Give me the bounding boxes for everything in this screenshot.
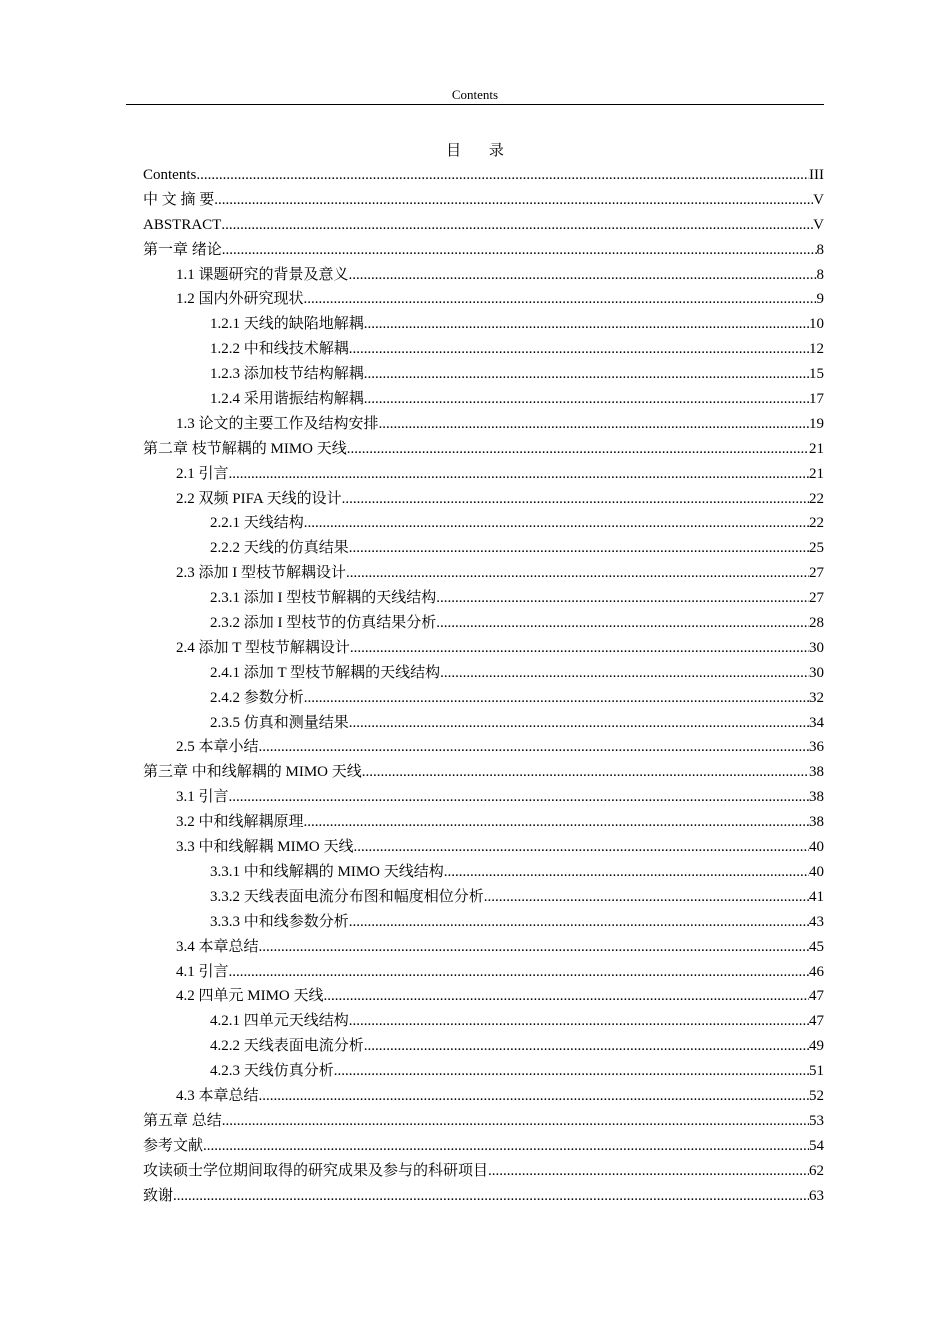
toc-entry-title: 3.2 中和线解耦原理 xyxy=(176,814,304,831)
toc-entry[interactable] xyxy=(143,287,824,312)
dot-leader xyxy=(304,686,809,711)
toc-entry-page-number: III xyxy=(809,167,824,183)
toc-entry-page-number: 47 xyxy=(809,1013,824,1030)
dot-leader xyxy=(364,387,809,412)
toc-entry-page-number: 34 xyxy=(809,714,824,731)
toc-entry-page-number: 19 xyxy=(809,415,824,432)
toc-entry-title: 2.1 引言 xyxy=(176,465,229,482)
dot-leader xyxy=(334,1059,809,1084)
toc-entry-page-number: 27 xyxy=(809,565,824,582)
toc-entry-title: 1.2.4 采用谐振结构解耦 xyxy=(210,391,364,408)
dot-leader xyxy=(444,860,809,885)
toc-entry-page-number: 40 xyxy=(809,839,824,856)
toc-entry-title: 2.4.1 添加 T 型枝节解耦的天线结构 xyxy=(210,664,441,681)
toc-entry-title: 1.2.3 添加枝节结构解耦 xyxy=(210,366,364,383)
toc-entry-page-number: 51 xyxy=(809,1063,824,1080)
toc-entry-page-number: 41 xyxy=(809,888,824,905)
toc-entry[interactable] xyxy=(143,1134,824,1159)
toc-entry-page-number: V xyxy=(813,191,824,208)
dot-leader xyxy=(196,163,809,188)
dot-leader xyxy=(324,984,809,1009)
toc-entry-title: 3.3.2 天线表面电流分布图和幅度相位分析 xyxy=(210,888,484,905)
toc-entry-title: 2.3 添加 I 型枝节解耦设计 xyxy=(176,565,346,582)
toc-entry-title: 1.2.1 天线的缺陷地解耦 xyxy=(210,316,364,333)
toc-entry-page-number: 43 xyxy=(809,913,824,930)
toc-entry-title: 2.5 本章小结 xyxy=(176,739,259,756)
toc-entry-page-number: 30 xyxy=(809,639,824,656)
toc-entry-page-number: 21 xyxy=(809,465,824,482)
dot-leader xyxy=(379,412,809,437)
toc-entry-page-number: 22 xyxy=(809,490,824,507)
toc-entry-title: 2.2.1 天线结构 xyxy=(210,515,304,532)
dot-leader xyxy=(229,462,809,487)
toc-entry[interactable] xyxy=(143,238,824,263)
toc-entry[interactable] xyxy=(143,536,824,561)
dot-leader xyxy=(349,910,809,935)
dot-leader xyxy=(214,188,813,213)
dot-leader xyxy=(304,287,817,312)
toc-entry-page-number: 54 xyxy=(809,1137,824,1154)
toc-entry[interactable] xyxy=(143,661,824,686)
toc-entry-page-number: 63 xyxy=(809,1187,824,1204)
dot-leader xyxy=(304,810,809,835)
toc-entry-title: 3.1 引言 xyxy=(176,789,229,806)
toc-entry-page-number: 10 xyxy=(809,316,824,333)
header-rule xyxy=(126,104,824,105)
toc-entry[interactable] xyxy=(143,1109,824,1134)
dot-leader xyxy=(440,661,809,686)
toc-entry[interactable] xyxy=(143,487,824,512)
toc-entry[interactable] xyxy=(143,735,824,760)
dot-leader xyxy=(349,1009,809,1034)
toc-entry-title: 第五章 总结 xyxy=(143,1112,222,1129)
toc-entry[interactable] xyxy=(143,1159,824,1184)
dot-leader xyxy=(436,611,809,636)
toc-entry[interactable] xyxy=(143,312,824,337)
toc-entry-title: 3.3.1 中和线解耦的 MIMO 天线结构 xyxy=(210,863,444,880)
toc-entry-title: 攻读硕士学位期间取得的研究成果及参与的科研项目 xyxy=(143,1162,489,1179)
toc-entry-title: 4.2.3 天线仿真分析 xyxy=(210,1063,334,1080)
toc-entry-title: 第一章 绪论 xyxy=(143,241,222,258)
toc-entry-page-number: 38 xyxy=(809,814,824,831)
dot-leader xyxy=(222,1109,809,1134)
toc-entry[interactable] xyxy=(143,387,824,412)
dot-leader xyxy=(349,263,817,288)
toc-entry-page-number: 40 xyxy=(809,863,824,880)
toc-entry-page-number: 49 xyxy=(809,1038,824,1055)
dot-leader xyxy=(364,362,809,387)
toc-entry-page-number: 53 xyxy=(809,1112,824,1129)
toc-entry[interactable] xyxy=(143,586,824,611)
toc-entry-page-number: 27 xyxy=(809,590,824,607)
dot-leader xyxy=(259,1084,809,1109)
toc-title: 目 录 xyxy=(446,143,516,159)
toc-entry[interactable] xyxy=(143,437,824,462)
dot-leader xyxy=(362,760,809,785)
toc-entry[interactable] xyxy=(143,362,824,387)
dot-leader xyxy=(259,935,809,960)
dot-leader xyxy=(229,785,809,810)
toc-entry[interactable] xyxy=(143,1009,824,1034)
toc-entry-page-number: 38 xyxy=(809,789,824,806)
dot-leader xyxy=(364,1034,809,1059)
toc-entry-page-number: 28 xyxy=(809,615,824,632)
toc-entry-title: ABSTRACT xyxy=(143,216,222,233)
toc-entry-title: 2.3.5 仿真和测量结果 xyxy=(210,714,349,731)
toc-entry-title: Contents xyxy=(143,167,197,183)
toc-entry-title: 4.1 引言 xyxy=(176,963,229,980)
toc-entry-page-number: 21 xyxy=(809,440,824,457)
dot-leader xyxy=(304,511,809,536)
dot-leader xyxy=(349,711,809,736)
toc-entry-title: 3.4 本章总结 xyxy=(176,938,259,955)
dot-leader xyxy=(173,1184,809,1209)
toc-entry[interactable] xyxy=(143,984,824,1009)
dot-leader xyxy=(436,586,809,611)
toc-entry[interactable] xyxy=(143,960,824,985)
toc-entry-title: 1.1 课题研究的背景及意义 xyxy=(176,266,349,283)
toc-entry-page-number: 32 xyxy=(809,689,824,706)
toc-entry[interactable] xyxy=(143,213,824,238)
toc-entry-page-number: 12 xyxy=(809,341,824,358)
toc-entry-page-number: 52 xyxy=(809,1087,824,1104)
toc-entry[interactable] xyxy=(143,636,824,661)
toc-entry-title: 4.2.1 四单元天线结构 xyxy=(210,1013,349,1030)
dot-leader xyxy=(222,238,817,263)
toc-entry-title: 2.3.2 添加 I 型枝节的仿真结果分析 xyxy=(210,615,437,632)
toc-entry[interactable] xyxy=(143,1034,824,1059)
toc-entry[interactable] xyxy=(143,686,824,711)
toc-entry[interactable] xyxy=(143,263,824,288)
toc-entry[interactable] xyxy=(143,1059,824,1084)
running-header: Contents xyxy=(451,87,499,102)
toc-entry-title: 4.2 四单元 MIMO 天线 xyxy=(176,988,324,1005)
table-of-contents xyxy=(143,163,824,1208)
toc-entry[interactable] xyxy=(143,337,824,362)
dot-leader xyxy=(342,487,809,512)
toc-entry[interactable] xyxy=(143,711,824,736)
toc-entry[interactable] xyxy=(143,835,824,860)
toc-entry-title: 3.3.3 中和线参数分析 xyxy=(210,913,349,930)
toc-entry-title: 中 文 摘 要 xyxy=(143,191,215,208)
toc-entry-title: 4.3 本章总结 xyxy=(176,1087,259,1104)
dot-leader xyxy=(350,636,809,661)
dot-leader xyxy=(354,835,809,860)
toc-entry-title: 1.2 国内外研究现状 xyxy=(176,291,304,308)
toc-entry-page-number: 62 xyxy=(809,1162,824,1179)
dot-leader xyxy=(346,561,809,586)
dot-leader xyxy=(229,960,809,985)
toc-entry-title: 4.2.2 天线表面电流分析 xyxy=(210,1038,364,1055)
toc-entry-title: 第三章 中和线解耦的 MIMO 天线 xyxy=(143,764,362,781)
dot-leader xyxy=(203,1134,809,1159)
toc-entry-page-number: 25 xyxy=(809,540,824,557)
toc-entry[interactable] xyxy=(143,462,824,487)
toc-entry-page-number: V xyxy=(813,216,824,233)
toc-entry[interactable] xyxy=(143,910,824,935)
toc-entry-page-number: 46 xyxy=(809,963,824,980)
dot-leader xyxy=(488,1159,809,1184)
toc-entry-page-number: 38 xyxy=(809,764,824,781)
toc-entry[interactable] xyxy=(143,885,824,910)
toc-entry[interactable] xyxy=(143,935,824,960)
toc-entry-title: 2.3.1 添加 I 型枝节解耦的天线结构 xyxy=(210,590,437,607)
dot-leader xyxy=(221,213,813,238)
toc-entry-page-number: 8 xyxy=(816,266,824,283)
toc-entry-title: 2.4.2 参数分析 xyxy=(210,689,304,706)
toc-entry[interactable] xyxy=(143,785,824,810)
toc-entry-title: 2.2 双频 PIFA 天线的设计 xyxy=(176,490,342,507)
toc-entry-page-number: 22 xyxy=(809,515,824,532)
toc-entry-page-number: 36 xyxy=(809,739,824,756)
toc-entry-page-number: 8 xyxy=(816,241,824,258)
toc-entry-title: 致谢 xyxy=(143,1187,174,1204)
dot-leader xyxy=(484,885,809,910)
toc-entry[interactable] xyxy=(143,412,824,437)
toc-entry[interactable] xyxy=(143,561,824,586)
toc-entry-page-number: 45 xyxy=(809,938,824,955)
toc-entry[interactable] xyxy=(143,188,824,213)
toc-entry-title: 参考文献 xyxy=(143,1137,204,1154)
toc-entry[interactable] xyxy=(143,511,824,536)
toc-entry[interactable] xyxy=(143,163,824,188)
toc-entry-title: 2.2.2 天线的仿真结果 xyxy=(210,540,349,557)
toc-entry-page-number: 15 xyxy=(809,366,824,383)
toc-entry-title: 1.2.2 中和线技术解耦 xyxy=(210,341,349,358)
toc-entry[interactable] xyxy=(143,760,824,785)
dot-leader xyxy=(259,735,809,760)
dot-leader xyxy=(349,337,809,362)
toc-entry-page-number: 30 xyxy=(809,664,824,681)
toc-entry[interactable] xyxy=(143,810,824,835)
toc-entry-title: 第二章 枝节解耦的 MIMO 天线 xyxy=(143,440,347,457)
toc-entry-page-number: 17 xyxy=(809,391,824,408)
toc-entry[interactable] xyxy=(143,1184,824,1209)
toc-entry[interactable] xyxy=(143,860,824,885)
toc-entry[interactable] xyxy=(143,1084,824,1109)
toc-entry[interactable] xyxy=(143,611,824,636)
dot-leader xyxy=(364,312,809,337)
toc-entry-title: 2.4 添加 T 型枝节解耦设计 xyxy=(176,639,350,656)
dot-leader xyxy=(349,536,809,561)
toc-entry-title: 1.3 论文的主要工作及结构安排 xyxy=(176,415,379,432)
toc-entry-page-number: 9 xyxy=(816,291,824,308)
dot-leader xyxy=(347,437,809,462)
toc-entry-page-number: 47 xyxy=(809,988,824,1005)
toc-entry-title: 3.3 中和线解耦 MIMO 天线 xyxy=(176,839,354,856)
